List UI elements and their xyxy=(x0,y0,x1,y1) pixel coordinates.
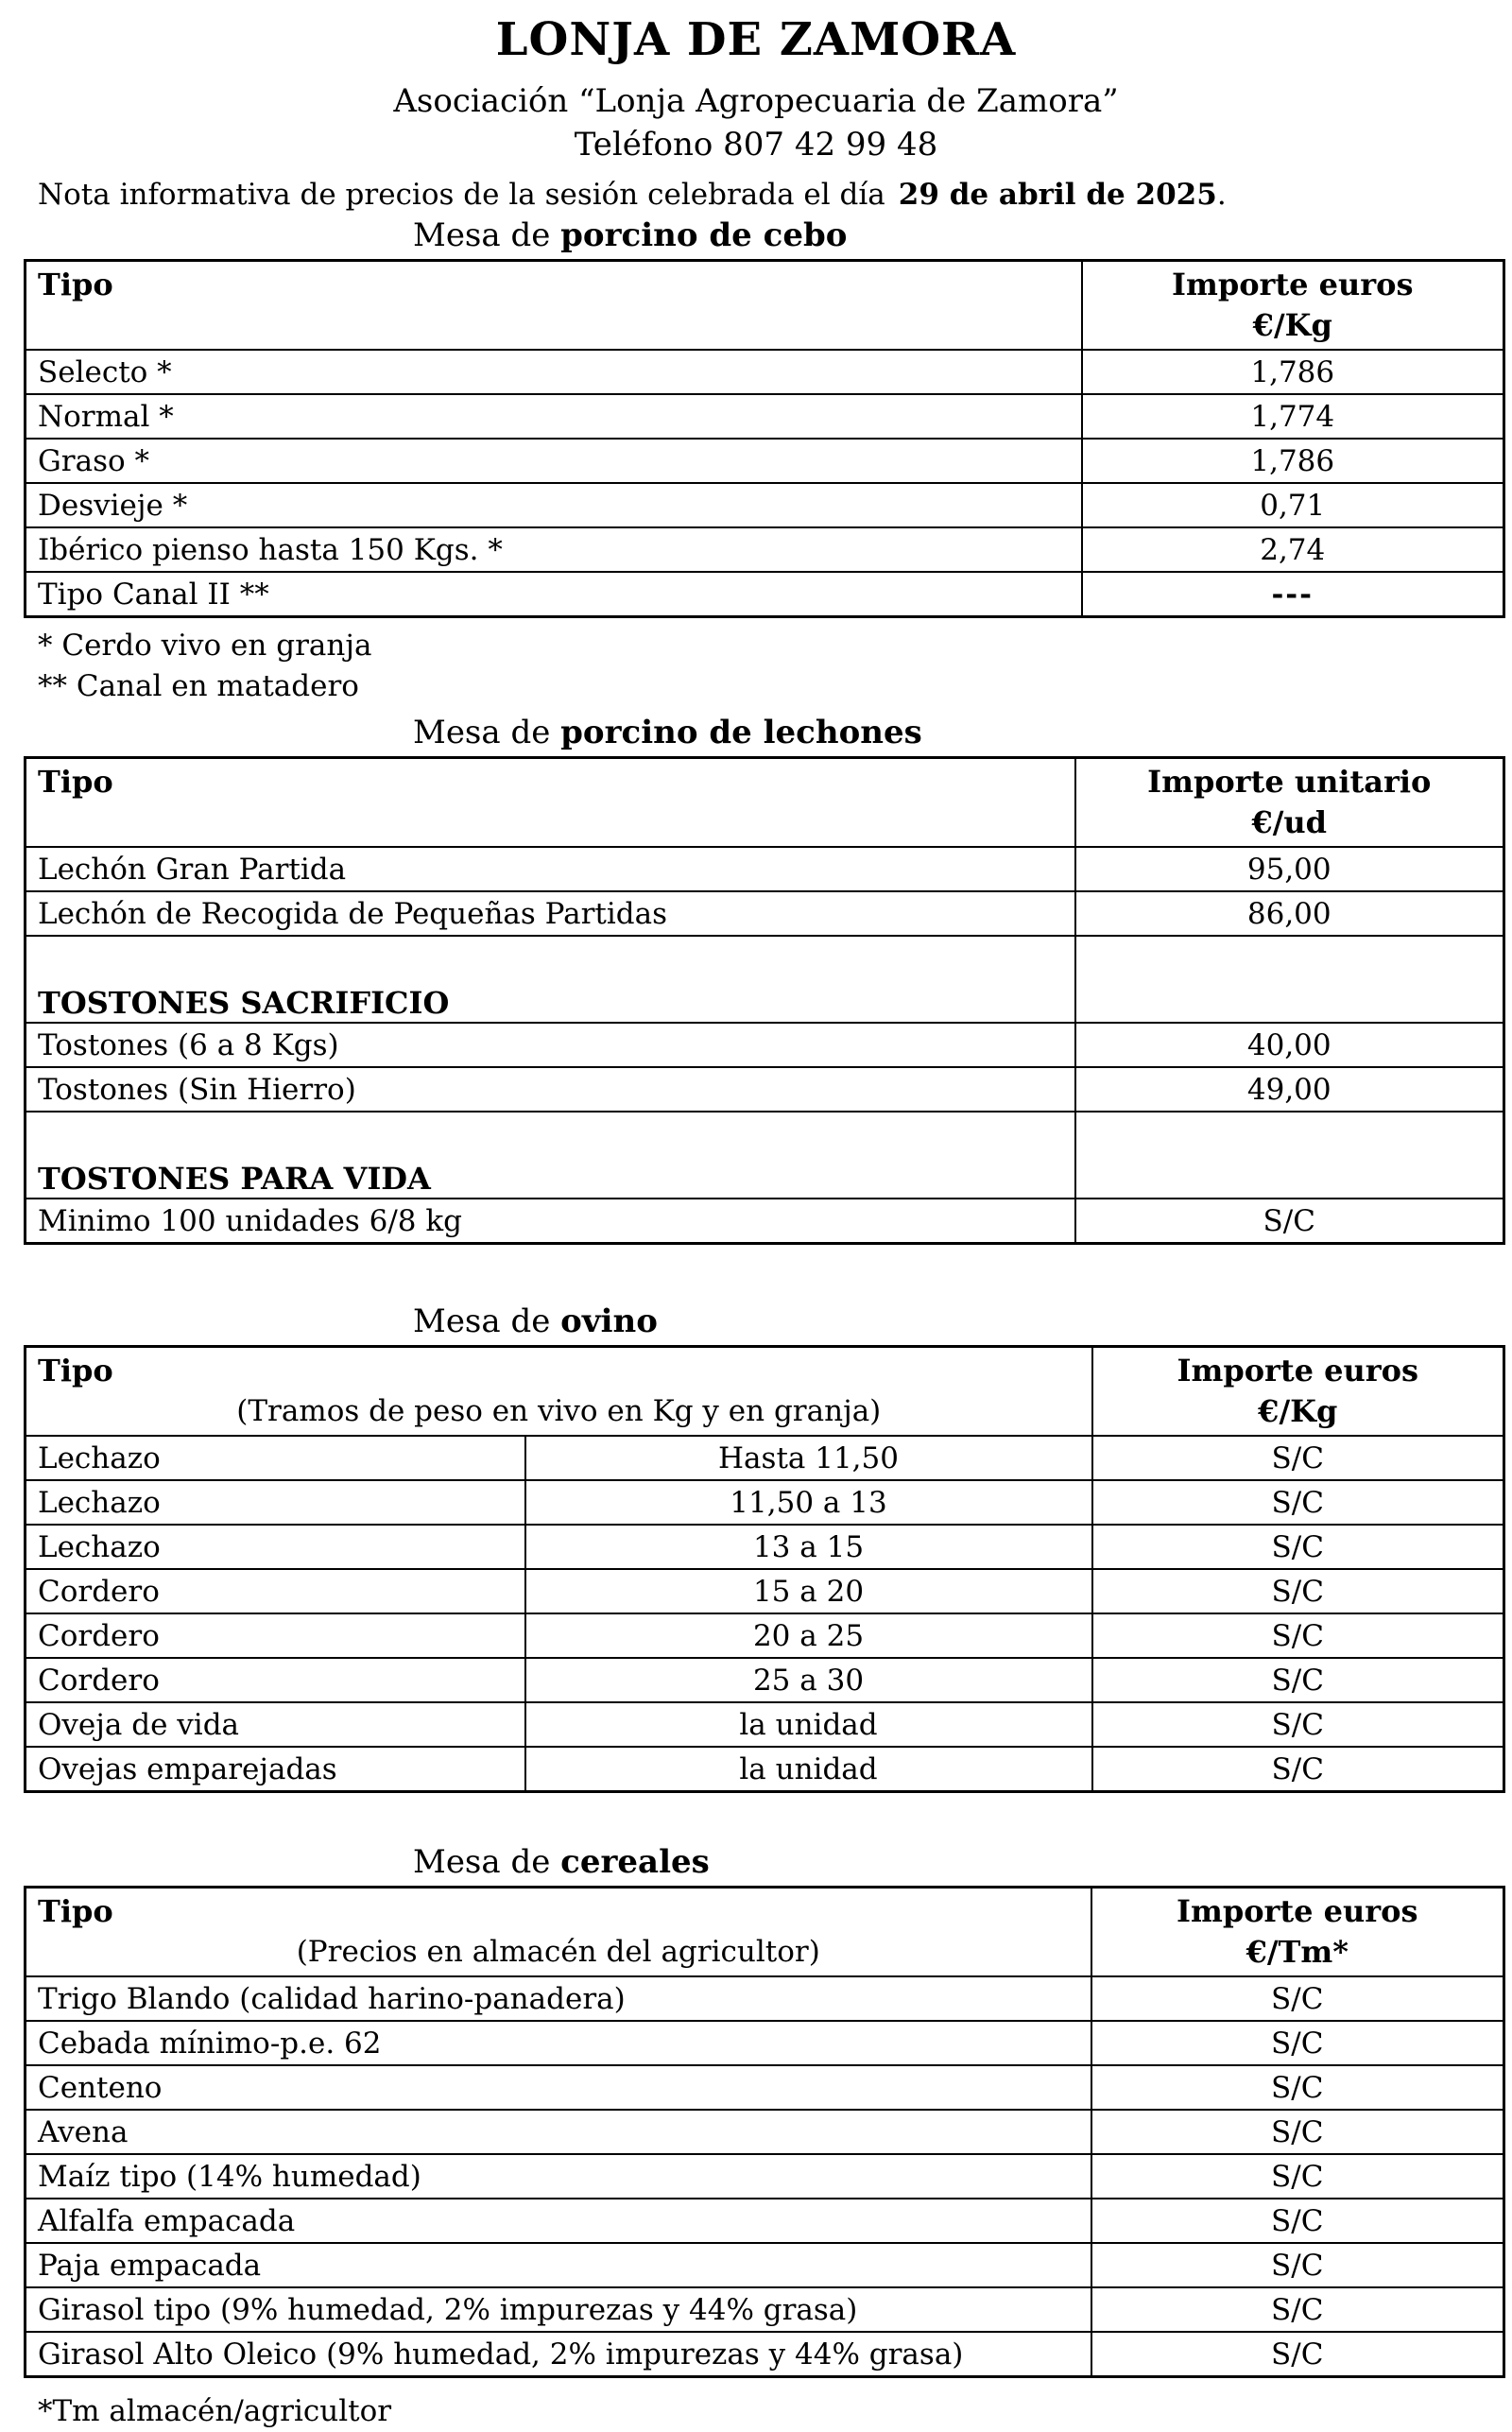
tipo-cell: Lechón de Recogida de Pequeñas Partidas xyxy=(26,891,1075,936)
section-title-porcino-cebo xyxy=(413,217,1512,253)
price-cell: S/C xyxy=(1092,1436,1504,1480)
importe-header-line1: Importe euros xyxy=(1177,1353,1419,1388)
price-cell: --- xyxy=(1082,572,1504,617)
column-header-tipo xyxy=(26,1347,1092,1437)
association-subtitle: Asociación “Lonja Agropecuaria de Zamora” xyxy=(393,82,1119,120)
table-row xyxy=(26,1067,1504,1112)
tipo-cell: Lechazo xyxy=(26,1436,525,1480)
section-title-name: cereales xyxy=(560,1843,710,1881)
session-note-text: Nota informativa de precios de la sesión celebrada el día xyxy=(38,178,885,212)
importe-header-line2: €/ud xyxy=(1251,804,1328,840)
phone-line: Teléfono 807 42 99 48 xyxy=(574,126,938,164)
section-title-prefix: Mesa de xyxy=(413,1843,561,1881)
section-title-ovino xyxy=(413,1303,1512,1339)
table-row xyxy=(26,2332,1504,2377)
tipo-cell: Avena xyxy=(26,2110,1091,2154)
weight-range-cell: 25 a 30 xyxy=(525,1658,1092,1702)
column-header-importe xyxy=(1075,758,1504,848)
price-cell: S/C xyxy=(1092,1658,1504,1702)
tipo-header-label: Tipo xyxy=(38,1353,113,1388)
tipo-cell: Cebada mínimo-p.e. 62 xyxy=(26,2021,1091,2065)
price-cell: S/C xyxy=(1092,1525,1504,1569)
column-header-tipo xyxy=(26,1888,1091,1977)
tipo-header-subnote: (Precios en almacén del agricultor) xyxy=(296,1935,820,1969)
table-row xyxy=(26,1199,1504,1244)
price-cell: S/C xyxy=(1092,1747,1504,1792)
ovino-table xyxy=(24,1345,1505,1793)
column-header-importe xyxy=(1092,1347,1504,1437)
price-cell: S/C xyxy=(1092,1613,1504,1658)
header-row xyxy=(26,1347,1504,1437)
price-cell: S/C xyxy=(1091,1976,1504,2021)
tipo-cell: Lechazo xyxy=(26,1525,525,1569)
importe-header-line1: Importe unitario xyxy=(1147,764,1432,800)
tipo-header-label: Tipo xyxy=(38,764,113,800)
page-title: LONJA DE ZAMORA xyxy=(495,13,1017,66)
table-row xyxy=(26,1976,1504,2021)
weight-range-cell: 11,50 a 13 xyxy=(525,1480,1092,1525)
table-row xyxy=(26,394,1504,439)
weight-range-cell: 13 a 15 xyxy=(525,1525,1092,1569)
tipo-cell: Alfalfa empacada xyxy=(26,2199,1091,2243)
table-row-group-label xyxy=(26,936,1504,1023)
cereales-table xyxy=(24,1886,1505,2378)
header-row xyxy=(26,758,1504,848)
group-label-cell: TOSTONES PARA VIDA xyxy=(26,1112,1075,1199)
column-header-importe xyxy=(1082,261,1504,351)
weight-range-cell: 15 a 20 xyxy=(525,1569,1092,1613)
price-cell: 95,00 xyxy=(1075,847,1504,891)
tipo-cell: Girasol Alto Oleico (9% humedad, 2% impurezas y 44% grasa) xyxy=(26,2332,1091,2377)
table-row xyxy=(26,1702,1504,1747)
table-row xyxy=(26,350,1504,394)
table-row xyxy=(26,2021,1504,2065)
footnote-cerdo-vivo: * Cerdo vivo en granja xyxy=(38,629,372,663)
header-row xyxy=(26,261,1504,351)
importe-header-line1: Importe euros xyxy=(1171,267,1414,302)
price-cell: S/C xyxy=(1091,2199,1504,2243)
tipo-cell: Cordero xyxy=(26,1658,525,1702)
tipo-header-label: Tipo xyxy=(38,1893,113,1929)
footnote-canal-matadero: ** Canal en matadero xyxy=(38,669,359,703)
price-cell: S/C xyxy=(1091,2154,1504,2199)
price-cell: S/C xyxy=(1091,2065,1504,2110)
price-cell: S/C xyxy=(1092,1702,1504,1747)
table-row xyxy=(26,1023,1504,1067)
table-row xyxy=(26,1436,1504,1480)
table-row xyxy=(26,1525,1504,1569)
price-cell: S/C xyxy=(1092,1480,1504,1525)
price-cell: S/C xyxy=(1091,2332,1504,2377)
footnote-tm-almacen: *Tm almacén/agricultor xyxy=(38,2394,392,2428)
weight-range-cell: 20 a 25 xyxy=(525,1613,1092,1658)
table-row xyxy=(26,527,1504,572)
column-header-tipo xyxy=(26,758,1075,848)
price-cell: 86,00 xyxy=(1075,891,1504,936)
tipo-cell: Tostones (6 a 8 Kgs) xyxy=(26,1023,1075,1067)
table-row xyxy=(26,1480,1504,1525)
tipo-cell: Maíz tipo (14% humedad) xyxy=(26,2154,1091,2199)
tipo-cell: Paja empacada xyxy=(26,2243,1091,2287)
table-row xyxy=(26,1569,1504,1613)
price-bulletin-page xyxy=(0,13,1512,2428)
section-title-porcino-lechones xyxy=(413,715,1512,750)
importe-header-line2: €/Kg xyxy=(1258,1393,1338,1429)
table-row xyxy=(26,2287,1504,2332)
section-title-name: porcino de cebo xyxy=(560,216,848,254)
price-cell xyxy=(1075,1112,1504,1199)
tipo-cell: Graso * xyxy=(26,439,1082,483)
table-row xyxy=(26,1747,1504,1792)
tipo-cell: Tipo Canal II ** xyxy=(26,572,1082,617)
table-row-group-label xyxy=(26,1112,1504,1199)
section-title-name: porcino de lechones xyxy=(560,714,922,751)
price-cell: S/C xyxy=(1091,2110,1504,2154)
price-cell: 1,786 xyxy=(1082,350,1504,394)
header-row xyxy=(26,1888,1504,1977)
tipo-header-subnote: (Tramos de peso en vivo en Kg y en granja) xyxy=(236,1394,882,1428)
tipo-cell: Centeno xyxy=(26,2065,1091,2110)
section-title-prefix: Mesa de xyxy=(413,216,561,254)
price-cell: 1,774 xyxy=(1082,394,1504,439)
session-date: 29 de abril de 2025 xyxy=(898,178,1217,212)
section-title-cereales xyxy=(413,1844,1512,1880)
price-cell: 40,00 xyxy=(1075,1023,1504,1067)
table-row xyxy=(26,1658,1504,1702)
table-row xyxy=(26,1613,1504,1658)
importe-header-line1: Importe euros xyxy=(1176,1893,1418,1929)
porcino-lechones-table xyxy=(24,756,1505,1245)
price-cell xyxy=(1075,936,1504,1023)
weight-range-cell: la unidad xyxy=(525,1702,1092,1747)
table-row xyxy=(26,847,1504,891)
table-row xyxy=(26,2154,1504,2199)
tipo-cell: Lechazo xyxy=(26,1480,525,1525)
tipo-cell: Oveja de vida xyxy=(26,1702,525,1747)
tipo-cell: Lechón Gran Partida xyxy=(26,847,1075,891)
tipo-cell: Trigo Blando (calidad harino-panadera) xyxy=(26,1976,1091,2021)
table-row xyxy=(26,2243,1504,2287)
table-row xyxy=(26,483,1504,527)
price-cell: S/C xyxy=(1092,1569,1504,1613)
tipo-cell: Tostones (Sin Hierro) xyxy=(26,1067,1075,1112)
table-row xyxy=(26,439,1504,483)
table-row xyxy=(26,2199,1504,2243)
table-row xyxy=(26,572,1504,617)
tipo-cell: Cordero xyxy=(26,1613,525,1658)
price-cell: S/C xyxy=(1091,2287,1504,2332)
group-label-cell: TOSTONES SACRIFICIO xyxy=(26,936,1075,1023)
section-title-prefix: Mesa de xyxy=(413,1302,561,1340)
tipo-cell: Selecto * xyxy=(26,350,1082,394)
tipo-cell: Cordero xyxy=(26,1569,525,1613)
price-cell: 1,786 xyxy=(1082,439,1504,483)
price-cell: S/C xyxy=(1091,2021,1504,2065)
tipo-cell: Desvieje * xyxy=(26,483,1082,527)
price-cell: 2,74 xyxy=(1082,527,1504,572)
weight-range-cell: Hasta 11,50 xyxy=(525,1436,1092,1480)
column-header-tipo xyxy=(26,261,1082,351)
tipo-cell: Girasol tipo (9% humedad, 2% impurezas y 44% grasa) xyxy=(26,2287,1091,2332)
porcino-cebo-table xyxy=(24,259,1505,618)
tipo-cell: Ibérico pienso hasta 150 Kgs. * xyxy=(26,527,1082,572)
session-note-period: . xyxy=(1216,178,1227,212)
price-cell: 49,00 xyxy=(1075,1067,1504,1112)
price-cell: S/C xyxy=(1075,1199,1504,1244)
price-cell: 0,71 xyxy=(1082,483,1504,527)
table-row xyxy=(26,2110,1504,2154)
section-title-name: ovino xyxy=(560,1302,658,1340)
weight-range-cell: la unidad xyxy=(525,1747,1092,1792)
tipo-cell: Normal * xyxy=(26,394,1082,439)
importe-header-line2: €/Tm* xyxy=(1246,1934,1349,1970)
tipo-cell: Minimo 100 unidades 6/8 kg xyxy=(26,1199,1075,1244)
table-row xyxy=(26,2065,1504,2110)
session-note xyxy=(38,176,1512,214)
section-title-prefix: Mesa de xyxy=(413,714,561,751)
tipo-cell: Ovejas emparejadas xyxy=(26,1747,525,1792)
column-header-importe xyxy=(1091,1888,1504,1977)
importe-header-line2: €/Kg xyxy=(1252,307,1332,343)
price-cell: S/C xyxy=(1091,2243,1504,2287)
table-row xyxy=(26,891,1504,936)
tipo-header-label: Tipo xyxy=(38,267,113,302)
